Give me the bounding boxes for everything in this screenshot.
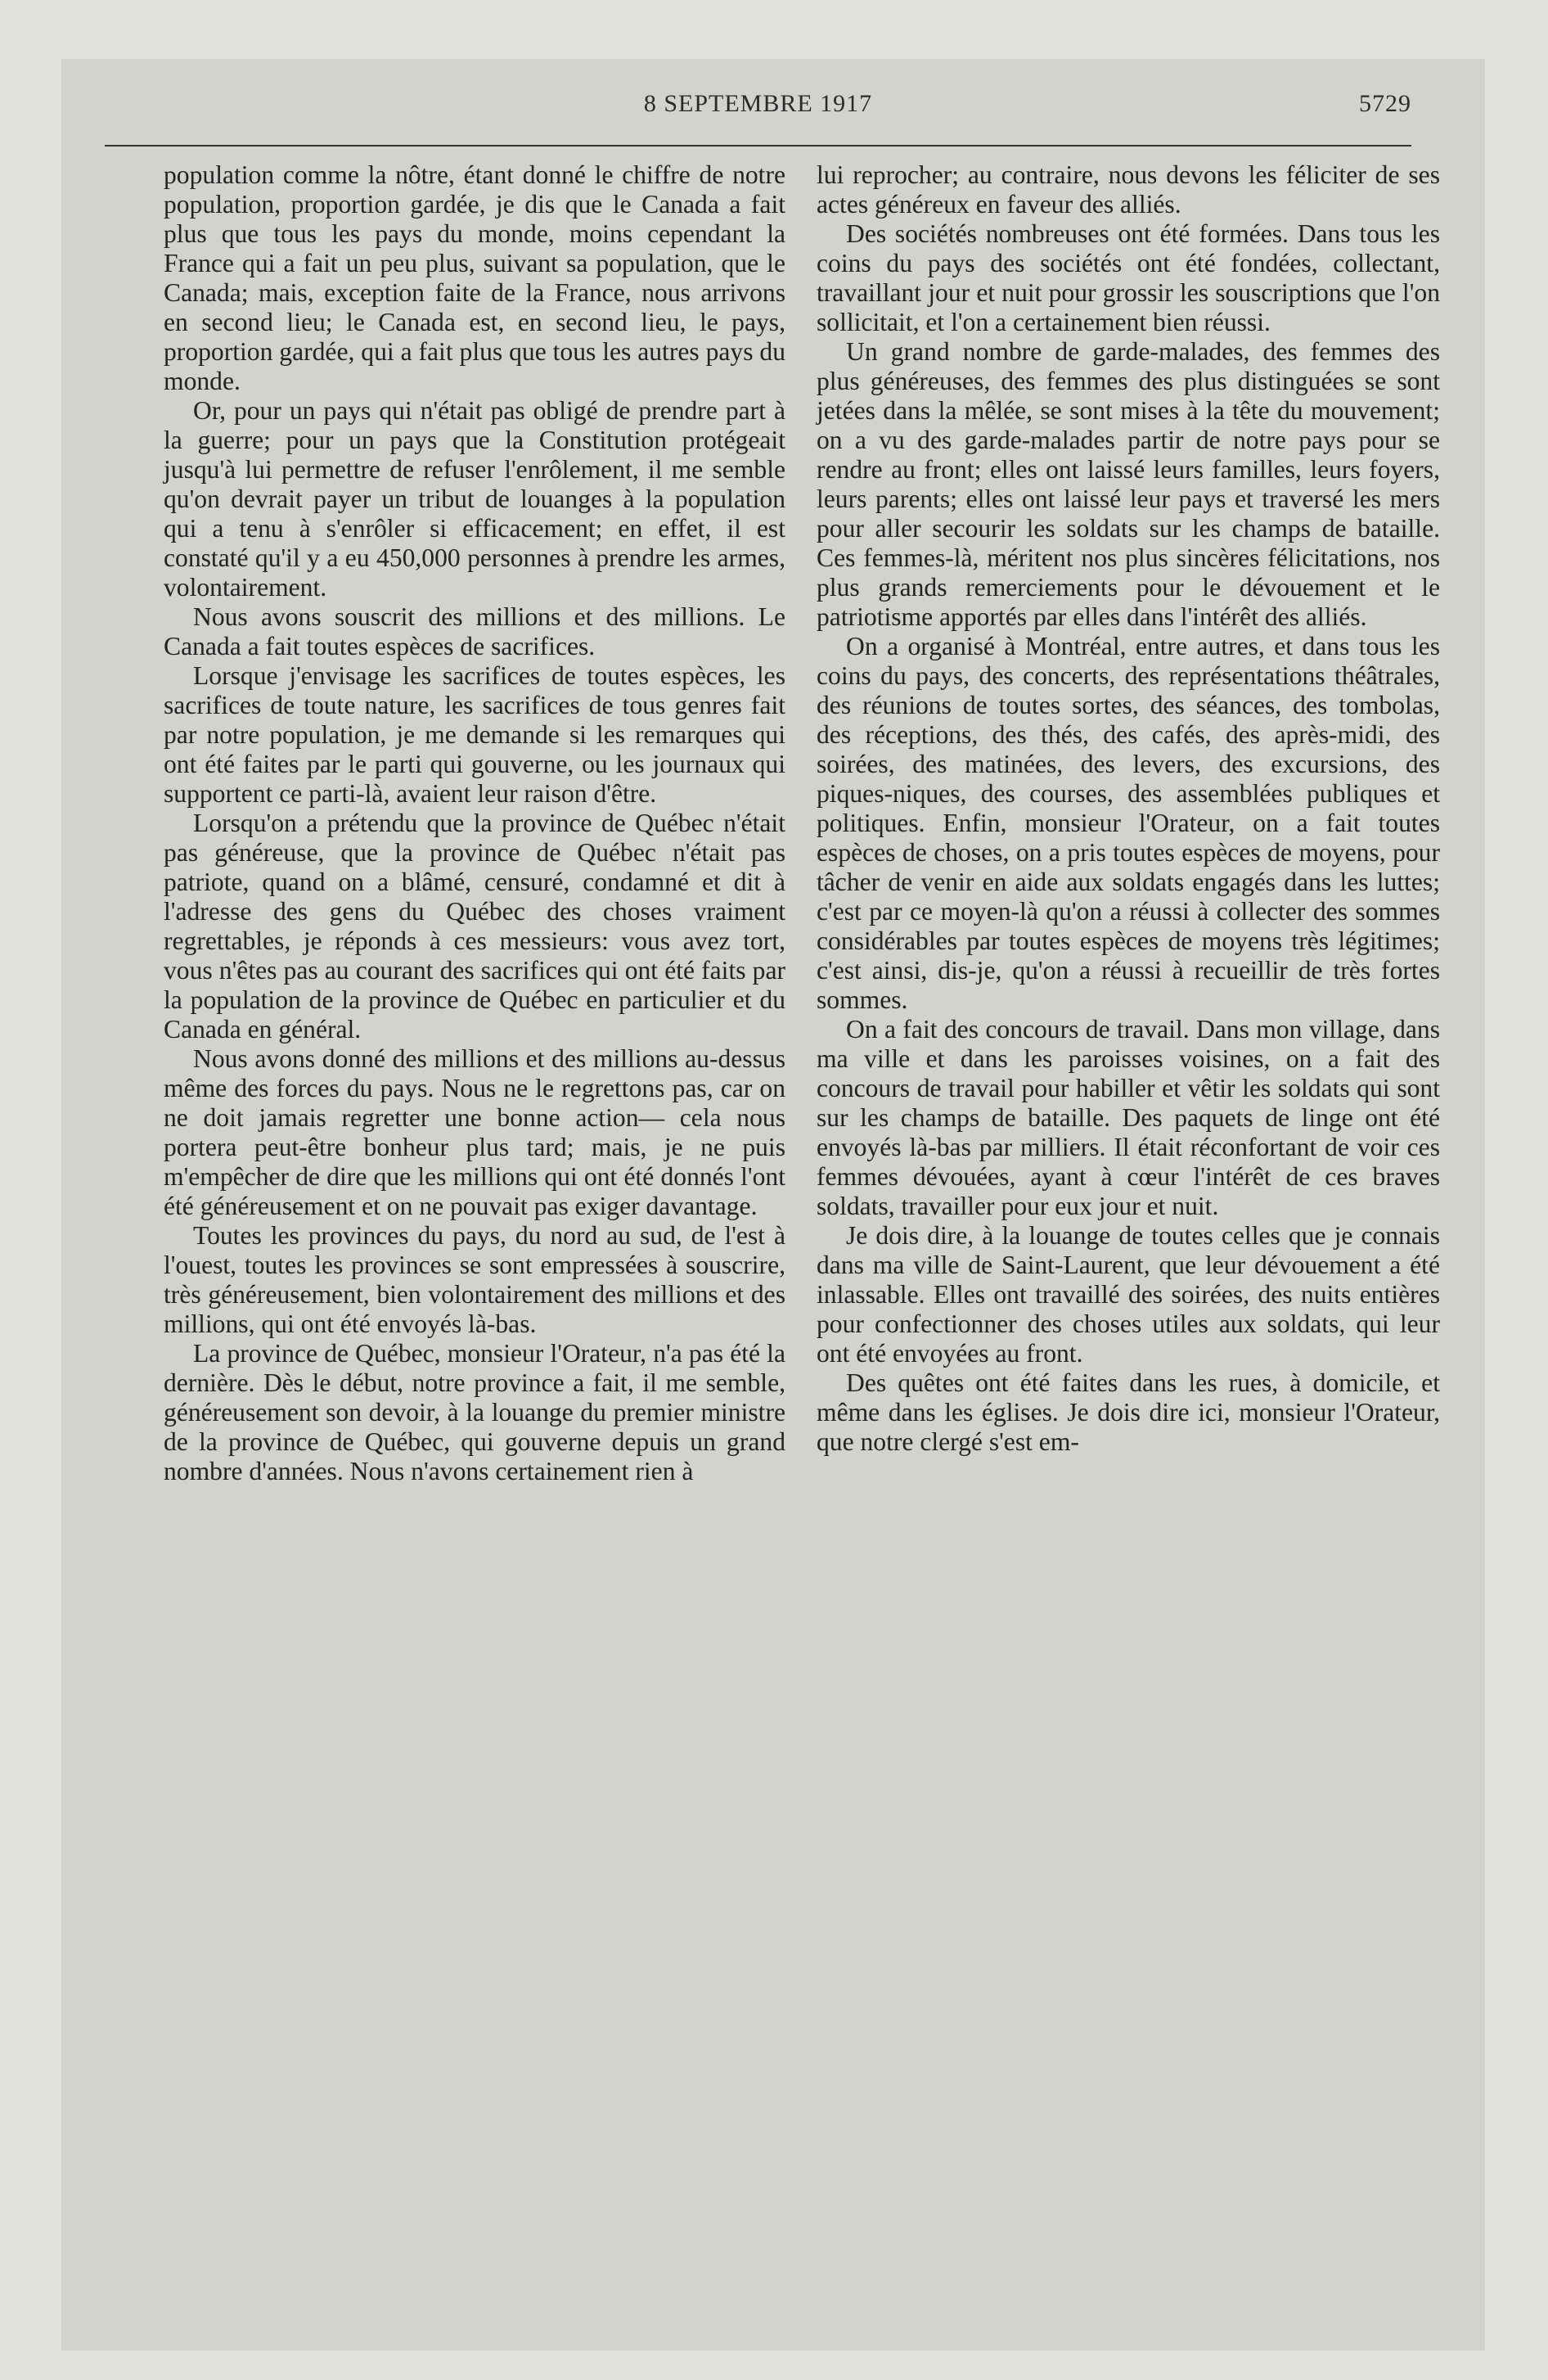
paragraph: La province de Québec, monsieur l'Orateur, n'a pas été la dernière. Dès le début, notre province a fait, il me semble, généreusement son devoir, à la louange du premier ministre de la province de Québec, qui gouverne depuis un grand nombre d'années. Nous n'avons certainement rien à: [164, 1339, 785, 1485]
page-number: 5729: [1359, 90, 1411, 117]
header-date: 8 SEPTEMBRE 1917: [643, 90, 873, 117]
paragraph: Or, pour un pays qui n'était pas obligé de prendre part à la guerre; pour un pays que la Constitution protégeait jusqu'à lui permettre de refuser l'enrôlement, il me semble qu'on devrait payer un tribut de louanges à la population qui a tenu à s'enrôler si efficacement; en effet, il est constaté qu'il y a eu 450,000 personnes à prendre les armes, volontairement.: [164, 396, 785, 602]
paragraph: Toutes les provinces du pays, du nord au sud, de l'est à l'ouest, toutes les provinces se sont empressées à souscrire, très généreusement, bien volontairement des millions et des millions, qui ont été envoyés là-bas.: [164, 1221, 785, 1338]
paragraph: Je dois dire, à la louange de toutes celles que je connais dans ma ville de Saint-Laurent, que leur dévouement a été inlassable. Elles ont travaillé des soirées, des nuits entières pour confectionner des choses utiles aux soldats, qui leur ont été envoyées au front.: [817, 1221, 1440, 1368]
header-rule: [105, 145, 1411, 146]
paragraph: Des quêtes ont été faites dans les rues, à domicile, et même dans les églises. Je dois dire ici, monsieur l'Orateur, que notre clergé s'est em-: [817, 1368, 1440, 1456]
left-column: [164, 160, 785, 1486]
paragraph: Lorsque j'envisage les sacrifices de toutes espèces, les sacrifices de toute nature, les sacrifices de tous genres fait par notre population, je me demande si les remarques qui ont été faites par le parti qui gouverne, ou les journaux qui supportent ce parti-là, avaient leur raison d'être.: [164, 661, 785, 808]
paragraph: Nous avons donné des millions et des millions au-dessus même des forces du pays. Nous ne le regrettons pas, car on ne doit jamais regretter une bonne action— cela nous portera peut-être bonheur plus tard; mais, je ne puis m'empêcher de dire que les millions qui ont été donnés l'ont été généreusement et on ne pouvait pas exiger davantage.: [164, 1044, 785, 1220]
page-header: [105, 90, 1411, 123]
paragraph: population comme la nôtre, étant donné le chiffre de notre population, proportion gardée, je dis que le Canada a fait plus que tous les pays du monde, moins cependant la France qui a fait un peu plus, suivant sa population, que le Canada; mais, exception faite de la France, nous arrivons en second lieu; le Canada est, en second lieu, le pays, proportion gardée, qui a fait plus que tous les autres pays du monde.: [164, 160, 785, 395]
paragraph: Nous avons souscrit des millions et des millions. Le Canada a fait toutes espèces de sacrifices.: [164, 602, 785, 660]
paragraph: lui reprocher; au contraire, nous devons les féliciter de ses actes généreux en faveur des alliés.: [817, 160, 1440, 219]
paragraph: On a fait des concours de travail. Dans mon village, dans ma ville et dans les paroisses voisines, on a fait des concours de travail pour habiller et vêtir les soldats qui sont sur les champs de bataille. Des paquets de linge ont été envoyés là-bas par milliers. Il était réconfortant de voir ces femmes dévouées, ayant à cœur l'intérêt de ces braves soldats, travailler pour eux jour et nuit.: [817, 1015, 1440, 1220]
paragraph: Des sociétés nombreuses ont été formées. Dans tous les coins du pays des sociétés ont été fondées, collectant, travaillant jour et nuit pour grossir les souscriptions que l'on sollicitait, et l'on a certainement bien réussi.: [817, 219, 1440, 336]
paragraph: On a organisé à Montréal, entre autres, et dans tous les coins du pays, des concerts, des représentations théâtrales, des réunions de toutes sortes, des séances, des tombolas, des réceptions, des thés, des cafés, des après-midi, des soirées, des matinées, des levers, des excursions, des piques-niques, des courses, des assemblées publiques et politiques. Enfin, monsieur l'Orateur, on a fait toutes espèces de choses, on a pris toutes espèces de moyens, pour tâcher de venir en aide aux soldats engagés dans les luttes; c'est par ce moyen-là qu'on a réussi à collecter des sommes considérables par toutes espèces de moyens très légitimes; c'est ainsi, dis-je, qu'on a réussi à recueillir de très fortes sommes.: [817, 632, 1440, 1014]
paragraph: Un grand nombre de garde-malades, des femmes des plus généreuses, des femmes des plus distinguées se sont jetées dans la mêlée, se sont mises à la tête du mouvement; on a vu des garde-malades partir de notre pays pour se rendre au front; elles ont laissé leurs familles, leurs foyers, leurs parents; elles ont laissé leur pays et traversé les mers pour aller secourir les soldats sur les champs de bataille. Ces femmes-là, méritent nos plus sincères félicitations, nos plus grands remerciements pour le dévouement et le patriotisme apportés par elles dans l'intérêt des alliés.: [817, 337, 1440, 631]
right-column: [817, 160, 1440, 1457]
paragraph: Lorsqu'on a prétendu que la province de Québec n'était pas généreuse, que la province de Québec n'était pas patriote, quand on a blâmé, censuré, condamné et dit à l'adresse des gens du Québec des choses vraiment regrettables, je réponds à ces messieurs: vous avez tort, vous n'êtes pas au courant des sacrifices qui ont été faits par la population de la province de Québec en particulier et du Canada en général.: [164, 809, 785, 1044]
